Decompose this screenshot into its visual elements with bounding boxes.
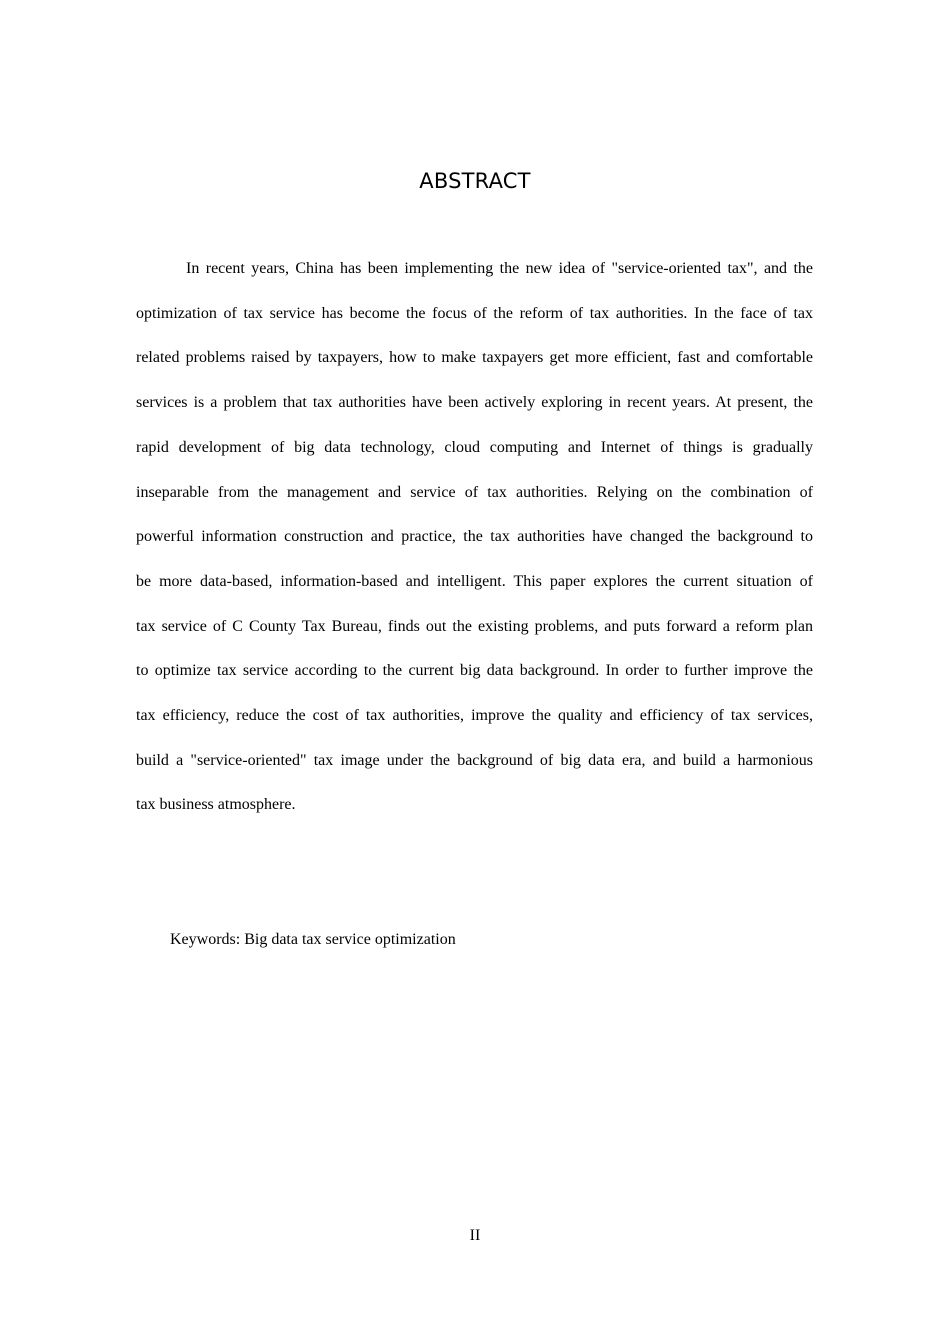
abstract-line: be more data-based, information-based and intelligent. This paper explores the current situation of bbox=[136, 572, 813, 590]
abstract-line: optimization of tax service has become the focus of the reform of tax authorities. In the face of tax bbox=[136, 304, 813, 322]
abstract-heading: ABSTRACT bbox=[419, 169, 531, 193]
abstract-line: related problems raised by taxpayers, how to make taxpayers get more efficient, fast and comfortable bbox=[136, 349, 813, 367]
abstract-line: services is a problem that tax authorities have been actively exploring in recent years. At present, the bbox=[136, 394, 813, 412]
abstract-line: rapid development of big data technology, cloud computing and Internet of things is gradually bbox=[136, 438, 813, 456]
abstract-line: tax business atmosphere. bbox=[136, 796, 296, 814]
abstract-line: tax service of C County Tax Bureau, finds out the existing problems, and puts forward a reform plan bbox=[136, 617, 813, 635]
abstract-paragraph bbox=[136, 247, 813, 828]
abstract-line: build a "service-oriented" tax image under the background of big data era, and build a harmonious bbox=[136, 751, 813, 769]
abstract-line: powerful information construction and practice, the tax authorities have changed the background to bbox=[136, 528, 813, 546]
page-number: II bbox=[469, 1227, 481, 1244]
abstract-line: In recent years, China has been implementing the new idea of "service-oriented tax", and the bbox=[186, 260, 813, 277]
abstract-line: to optimize tax service according to the current big data background. In order to further improve the bbox=[136, 662, 813, 680]
abstract-line: tax efficiency, reduce the cost of tax authorities, improve the quality and efficiency of tax services, bbox=[136, 707, 813, 725]
abstract-line: inseparable from the management and service of tax authorities. Relying on the combination of bbox=[136, 483, 813, 501]
keywords-line: Keywords: Big data tax service optimization bbox=[170, 931, 456, 948]
